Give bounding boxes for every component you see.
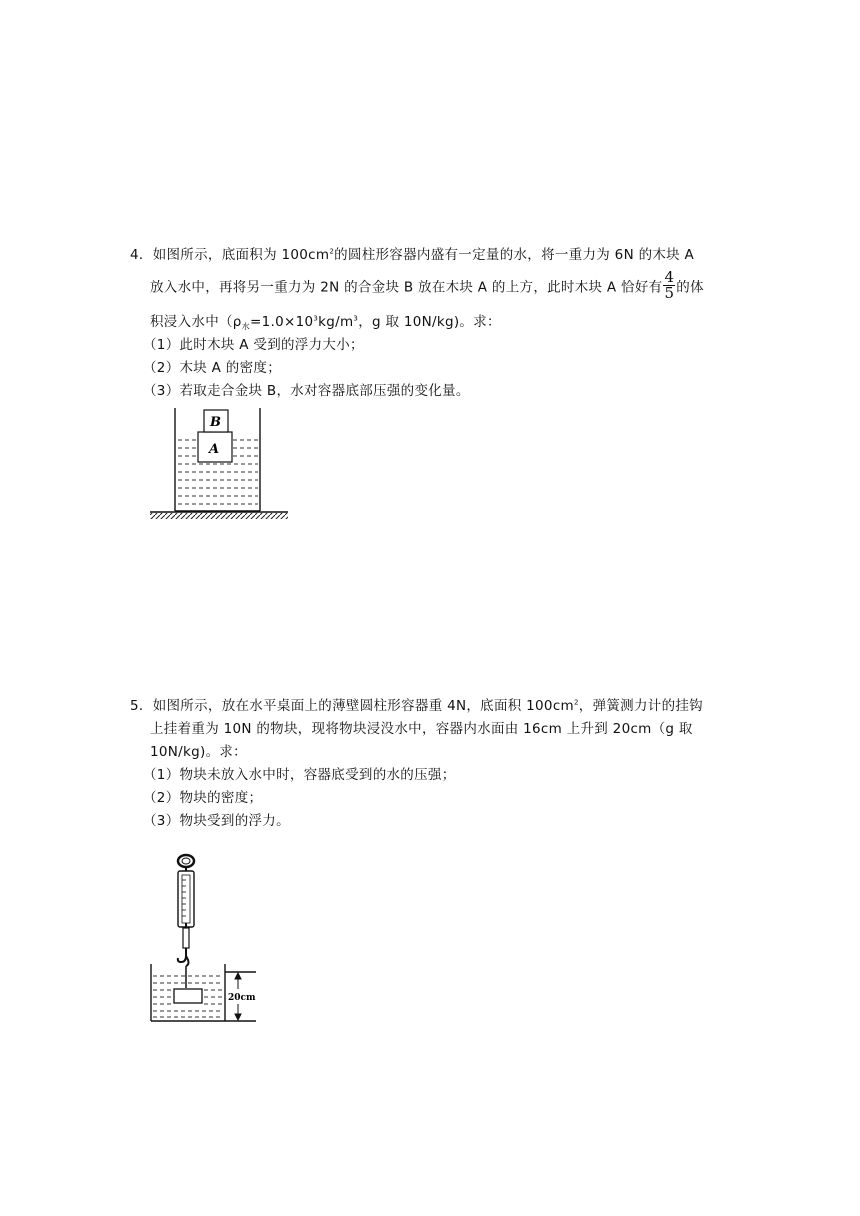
q4-line-2 [150, 268, 704, 303]
q4-item-1: （1）此时木块 A 受到的浮力大小； [143, 337, 364, 353]
unit-sup-2: 3 [353, 314, 359, 323]
q5-line-1-text: 5．如图所示，放在水平桌面上的薄壁圆柱形容器重 4N，底面积 100cm [130, 698, 574, 714]
q4-line-3-c: kg/m [318, 314, 354, 330]
fraction-denominator: 5 [664, 284, 675, 302]
immersed-block [174, 989, 202, 1003]
fraction-four-fifths [663, 270, 675, 301]
q5-item-1: （1）物块未放入水中时，容器底受到的水的压强； [143, 767, 456, 783]
q5-item-2: （2）物块的密度； [143, 790, 263, 806]
q5-line-2: 上挂着重为 10N 的物块，现将物块浸没水中，容器内水面由 16cm 上升到 20cm（g 取 [150, 721, 693, 737]
ground-hatch [150, 513, 288, 519]
q5-item-3: （3）物块受到的浮力。 [143, 813, 290, 829]
depth-label: 20cm [228, 993, 256, 1003]
q4-line-3-d: ，g 取 10N/kg)。求： [358, 314, 501, 330]
label-a: A [209, 442, 220, 457]
q4-line-2-end: 的体 [676, 279, 704, 296]
q4-item-2: （2）木块 A 的密度； [143, 360, 282, 376]
q5-figure-container [148, 852, 268, 1032]
q5-line-1 [130, 694, 703, 714]
hook [178, 948, 189, 966]
q5-unit-sup: 2 [574, 698, 579, 707]
q5-line-1-rest: ，弹簧测力计的挂钩 [578, 698, 703, 714]
fraction-numerator: 4 [664, 268, 675, 286]
exp-sup: 3 [313, 314, 319, 323]
q4-line-3-a: 积浸入水中（ρ [150, 314, 242, 330]
scale-ring [178, 855, 194, 867]
q5-line-3: 10N/kg)。求： [150, 744, 247, 760]
q4-line-3-b: =1.0×10 [249, 314, 314, 330]
q4-line-3 [150, 310, 501, 330]
unit-sup: 2 [329, 247, 335, 256]
q4-line-2-text: 放入水中，再将另一重力为 2N 的合金块 B 放在木块 A 的上方，此时木块 A 恰好有 [150, 279, 663, 296]
q4-line-1 [130, 243, 694, 263]
q4-item-3: （3）若取走合金块 B，水对容器底部压强的变化量。 [143, 383, 470, 399]
q4-figure-container [150, 405, 290, 520]
q4-line-1-text: 4．如图所示，底面积为 100cm [130, 247, 330, 263]
rho-subscript: 水 [241, 322, 250, 331]
label-b: B [210, 415, 221, 430]
q4-line-1-rest: 的圆柱形容器内盛有一定量的水，将一重力为 6N 的木块 A [334, 247, 695, 263]
